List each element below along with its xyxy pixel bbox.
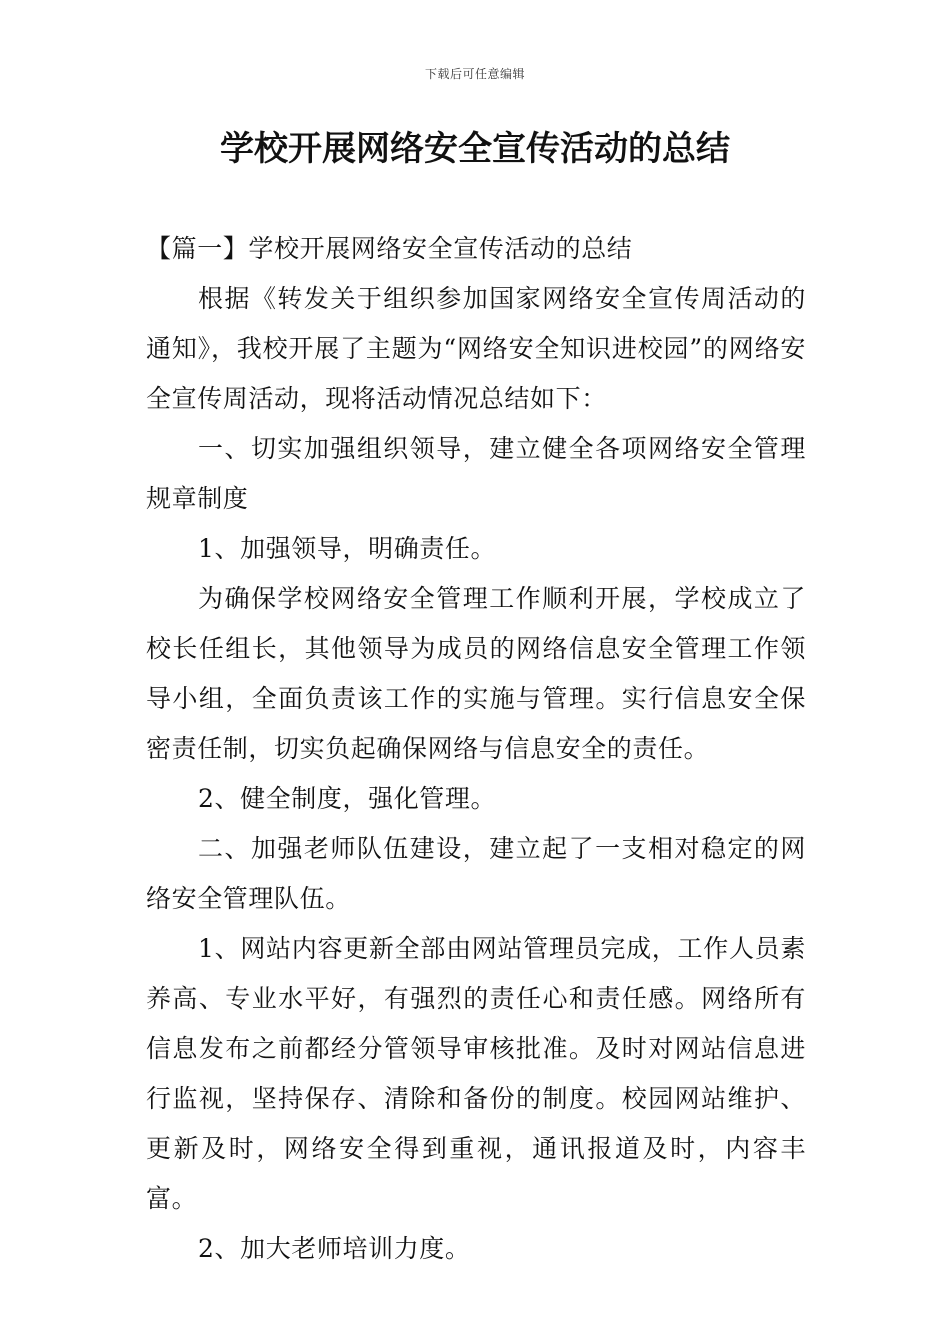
section-heading: 【篇一】学校开展网络安全宣传活动的总结 [146,234,633,263]
paragraph-item-2-1: 1、网站内容更新全部由网站管理员完成，工作人员素养高、专业水平好，有强烈的责任心和责任感。网络所有信息发布之前都经分管领导审核批准。及时对网站信息进行监视，坚持保存、清除和备份的制度。校园网站维护、更新及时，网络安全得到重视，通讯报道及时，内容丰富。 [146,934,806,1213]
document-body [146,224,806,1274]
document-title: 学校开展网络安全宣传活动的总结 [220,129,730,169]
paragraph-item-2-2: 2、加大老师培训力度。 [198,1234,471,1263]
paragraph-leadership: 为确保学校网络安全管理工作顺利开展，学校成立了校长任组长，其他领导为成员的网络信息安全管理工作领导小组，全面负责该工作的实施与管理。实行信息安全保密责任制，切实负起确保网络与信息安全的责任。 [146,584,806,763]
paragraph-heading-two: 二、加强老师队伍建设，建立起了一支相对稳定的网络安全管理队伍。 [146,834,806,913]
paragraph-heading-one: 一、切实加强组织领导，建立健全各项网络安全管理规章制度 [146,434,806,513]
paragraph-item-1-2: 2、健全制度，强化管理。 [198,784,497,813]
paragraph-item-1-1: 1、加强领导，明确责任。 [198,534,497,563]
paragraph-intro: 根据《转发关于组织参加国家网络安全宣传周活动的通知》，我校开展了主题为“网络安全知识进校园”的网络安全宣传周活动，现将活动情况总结如下： [146,284,806,413]
header-note: 下载后可任意编辑 [424,67,525,81]
